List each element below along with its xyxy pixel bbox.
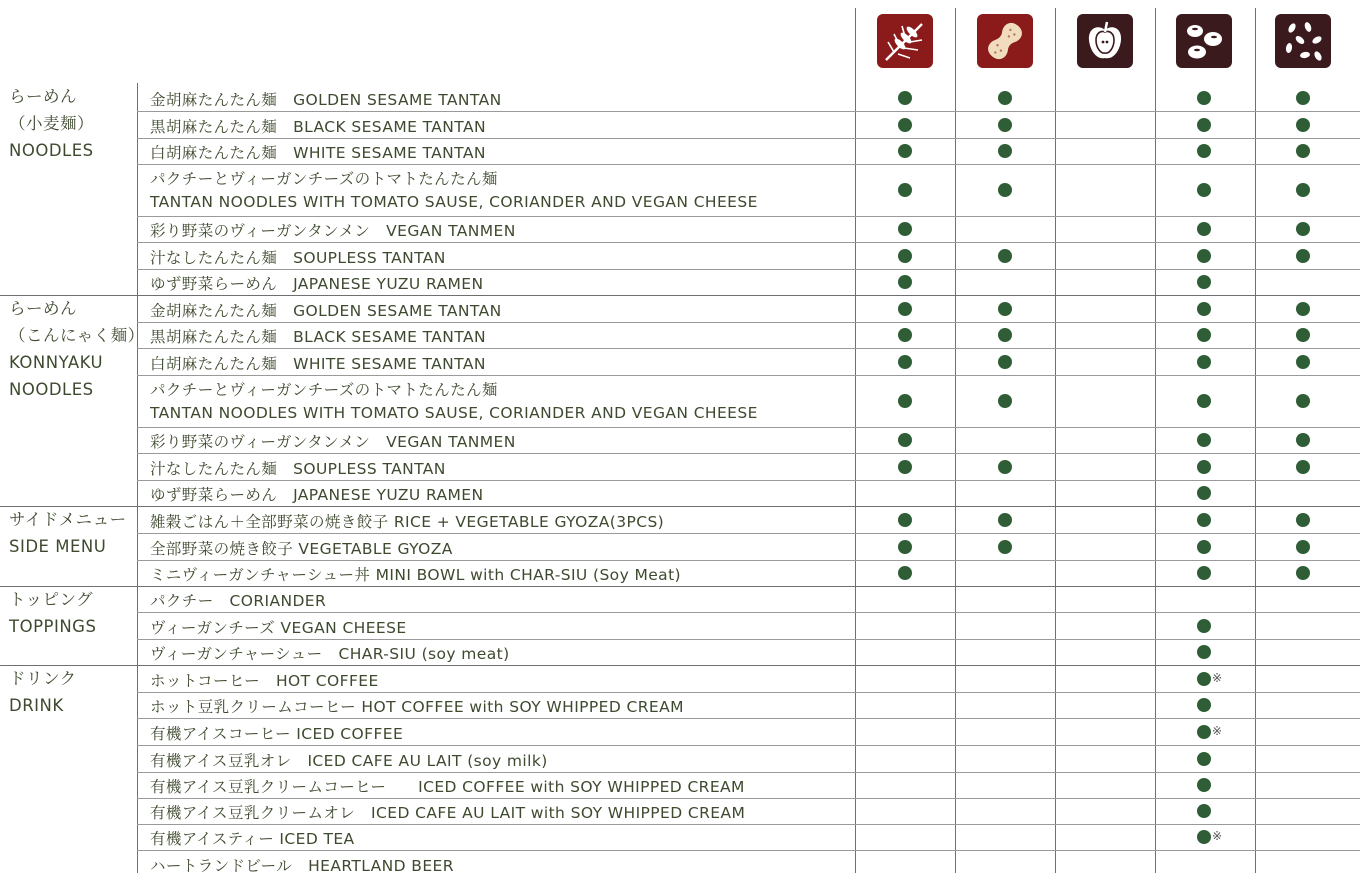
allergen-dot [1197, 328, 1211, 342]
allergen-dot [1296, 222, 1310, 236]
allergen-dot [1197, 144, 1211, 158]
allergen-dot [1197, 645, 1211, 659]
section-label [9, 506, 127, 560]
row-divider-line [0, 295, 1360, 296]
section-label [9, 665, 77, 719]
allergen-dot [1197, 183, 1211, 197]
row-divider-line [137, 269, 1360, 270]
allergen-dot [1296, 566, 1310, 580]
row-divider-line [137, 692, 1360, 693]
row-divider-line [0, 586, 1360, 587]
allergen-dot [998, 394, 1012, 408]
allergen-dot [1296, 118, 1310, 132]
section-label-line: （こんにゃく麺） [9, 326, 145, 345]
allergen-dot [898, 355, 912, 369]
section-label-line: らーめん [9, 87, 77, 106]
allergen-dot [1197, 355, 1211, 369]
row-divider-line [137, 216, 1360, 217]
allergen-dot [1296, 433, 1310, 447]
row-divider-line [137, 718, 1360, 719]
allergen-dot [1197, 302, 1211, 316]
allergen-dot [1296, 540, 1310, 554]
row-divider-line [137, 533, 1360, 534]
section-label-line: SIDE MENU [9, 537, 107, 556]
allergen-dot [898, 91, 912, 105]
menu-item-name: ヴィーガンチャーシュー CHAR-SIU (soy meat) [150, 645, 510, 663]
allergen-dot [1296, 249, 1310, 263]
menu-item-name: 彩り野菜のヴィーガンタンメン VEGAN TANMEN [150, 222, 516, 240]
allergen-dot [1296, 394, 1310, 408]
menu-item-name: 彩り野菜のヴィーガンタンメン VEGAN TANMEN [150, 433, 516, 451]
row-divider-line [137, 560, 1360, 561]
menu-item-name: 汁なしたんたん麺 SOUPLESS TANTAN [150, 459, 446, 478]
allergen-dot [898, 118, 912, 132]
section-label-line: （小麦麺） [9, 114, 94, 133]
row-divider-line [137, 322, 1360, 323]
row-divider-line [137, 375, 1360, 376]
allergen-dot [898, 394, 912, 408]
allergen-dot [1296, 328, 1310, 342]
menu-item-name: 汁なしたんたん麺 SOUPLESS TANTAN [150, 248, 446, 267]
allergen-dot [998, 328, 1012, 342]
row-divider-line [137, 850, 1360, 851]
peanut-icon [977, 14, 1033, 68]
row-divider-line [137, 111, 1360, 112]
section-label-line: NOODLES [9, 380, 94, 399]
allergen-dot [898, 328, 912, 342]
allergen-dot [998, 249, 1012, 263]
allergen-dot [898, 566, 912, 580]
allergen-dot [898, 144, 912, 158]
allergen-dot [998, 91, 1012, 105]
allergen-dot [1197, 513, 1211, 527]
allergen-dot [1197, 698, 1211, 712]
row-divider-line [137, 480, 1360, 481]
allergen-dot [1197, 566, 1211, 580]
section-label [9, 295, 145, 403]
menu-item-name: ヴィーガンチーズ VEGAN CHEESE [150, 618, 407, 637]
section-label-line: KONNYAKU [9, 353, 104, 372]
allergen-dot [1296, 91, 1310, 105]
allergen-dot [1296, 144, 1310, 158]
allergen-dot [1296, 513, 1310, 527]
row-divider-line [137, 612, 1360, 613]
allergen-dot [1197, 540, 1211, 554]
section-label-line: ドリンク [9, 669, 77, 688]
allergen-dot [1197, 222, 1211, 236]
allergen-dot [1197, 433, 1211, 447]
menu-item-name: ゆず野菜らーめん JAPANESE YUZU RAMEN [150, 275, 484, 293]
allergen-dot [1197, 394, 1211, 408]
wheat-icon [877, 14, 933, 68]
allergen-dot [898, 222, 912, 236]
allergen-dot [898, 433, 912, 447]
allergen-dot [1197, 778, 1211, 792]
soybean-icon [1176, 14, 1232, 68]
section-label-line: らーめん [9, 299, 77, 318]
row-divider-line [137, 348, 1360, 349]
menu-item-name: 雑穀ごはん＋全部野菜の焼き餃子 RICE + VEGETABLE GYOZA(3PCS) [150, 512, 665, 531]
allergen-dot [1296, 183, 1310, 197]
menu-item-name: ゆず野菜らーめん JAPANESE YUZU RAMEN [150, 486, 484, 504]
allergen-dot [998, 540, 1012, 554]
section-label [9, 83, 94, 164]
row-divider-line [137, 772, 1360, 773]
row-divider-line [0, 506, 1360, 507]
row-divider-line [137, 824, 1360, 825]
allergen-dot [898, 249, 912, 263]
menu-item-name: 金胡麻たんたん麺 GOLDEN SESAME TANTAN [150, 301, 502, 320]
section-label-line: TOPPINGS [9, 617, 97, 636]
allergen-dot [1197, 91, 1211, 105]
footnote-mark: ※ [1212, 670, 1223, 685]
row-divider-line [137, 745, 1360, 746]
row-divider-line [137, 639, 1360, 640]
allergen-dot [898, 275, 912, 289]
menu-item-name: ハートランドビール HEARTLAND BEER [150, 856, 454, 875]
section-label-line: NOODLES [9, 141, 94, 160]
menu-item-name: ミニヴィーガンチャーシュー丼 MINI BOWL with CHAR-SIU (Soy Meat) [150, 566, 682, 584]
menu-item-name: 全部野菜の焼き餃子 VEGETABLE GYOZA [150, 539, 453, 558]
allergen-dot [1197, 725, 1211, 739]
sesame-icon [1275, 14, 1331, 68]
menu-item-name: ホット豆乳クリームコーヒー HOT COFFEE with SOY WHIPPED CREAM [150, 698, 684, 716]
menu-item-name: パクチー CORIANDER [150, 592, 327, 610]
row-divider-line [137, 242, 1360, 243]
menu-item-name: 有機アイス豆乳クリームオレ ICED CAFE AU LAIT with SOY WHIPPED CREAM [150, 804, 746, 822]
category-divider-line [137, 83, 138, 873]
allergen-dot [1296, 302, 1310, 316]
row-divider-line [137, 453, 1360, 454]
allergen-dot [1296, 355, 1310, 369]
allergen-dot [998, 513, 1012, 527]
footnote-mark: ※ [1212, 829, 1223, 843]
allergen-dot [998, 118, 1012, 132]
allergen-dot [1197, 460, 1211, 474]
menu-item-name: TANTAN NOODLES WITH TOMATO SAUSE, CORIANDER AND VEGAN CHEESE [150, 193, 758, 211]
row-divider-line [137, 164, 1360, 165]
menu-item-name: 有機アイス豆乳オレ ICED CAFE AU LAIT (soy milk) [150, 751, 548, 770]
row-divider-line [137, 798, 1360, 799]
allergen-dot [1197, 752, 1211, 766]
allergen-dot [1197, 830, 1211, 844]
allergen-dot [1197, 275, 1211, 289]
allergen-dot [1197, 249, 1211, 263]
menu-item-name: ホットコーヒー HOT COFFEE [150, 671, 379, 690]
section-label-line: トッピング [9, 590, 94, 609]
footnote-mark: ※ [1212, 723, 1223, 738]
menu-item-name: パクチーとヴィーガンチーズのトマトたんたん麺 [150, 170, 498, 188]
allergen-dot [1197, 619, 1211, 633]
menu-item-name: 有機アイス豆乳クリームコーヒー ICED COFFEE with SOY WHIPPED CREAM [150, 778, 745, 796]
row-divider-line [137, 138, 1360, 139]
apple-icon [1077, 14, 1133, 68]
section-label-line: DRINK [9, 696, 64, 715]
menu-item-name: 金胡麻たんたん麺 GOLDEN SESAME TANTAN [150, 90, 502, 109]
menu-item-name: 有機アイスコーヒー ICED COFFEE [150, 724, 404, 743]
menu-item-name: 黒胡麻たんたん麺 BLACK SESAME TANTAN [150, 117, 486, 136]
allergen-dot [898, 513, 912, 527]
allergen-dot [1296, 460, 1310, 474]
menu-item-name: パクチーとヴィーガンチーズのトマトたんたん麺 [150, 381, 498, 399]
section-label [9, 586, 96, 640]
section-label-line: サイドメニュー [9, 510, 127, 529]
allergen-dot [898, 540, 912, 554]
allergen-dot [898, 460, 912, 474]
allergen-dot [998, 183, 1012, 197]
row-divider-line [137, 427, 1360, 428]
allergen-dot [1197, 486, 1211, 500]
allergen-dot [1197, 672, 1211, 686]
allergen-dot [998, 355, 1012, 369]
allergen-dot [998, 460, 1012, 474]
allergen-dot [1197, 804, 1211, 818]
menu-item-name: TANTAN NOODLES WITH TOMATO SAUSE, CORIANDER AND VEGAN CHEESE [150, 404, 758, 422]
menu-item-name: 白胡麻たんたん麺 WHITE SESAME TANTAN [150, 354, 486, 373]
allergen-dot [998, 144, 1012, 158]
allergen-dot [898, 183, 912, 197]
menu-item-name: 黒胡麻たんたん麺 BLACK SESAME TANTAN [150, 328, 486, 346]
menu-item-name: 白胡麻たんたん麺 WHITE SESAME TANTAN [150, 144, 486, 162]
menu-item-name: 有機アイスティー ICED TEA [150, 830, 355, 848]
allergen-dot [898, 302, 912, 316]
row-divider-line [0, 665, 1360, 666]
allergen-dot [1197, 118, 1211, 132]
allergen-dot [998, 302, 1012, 316]
